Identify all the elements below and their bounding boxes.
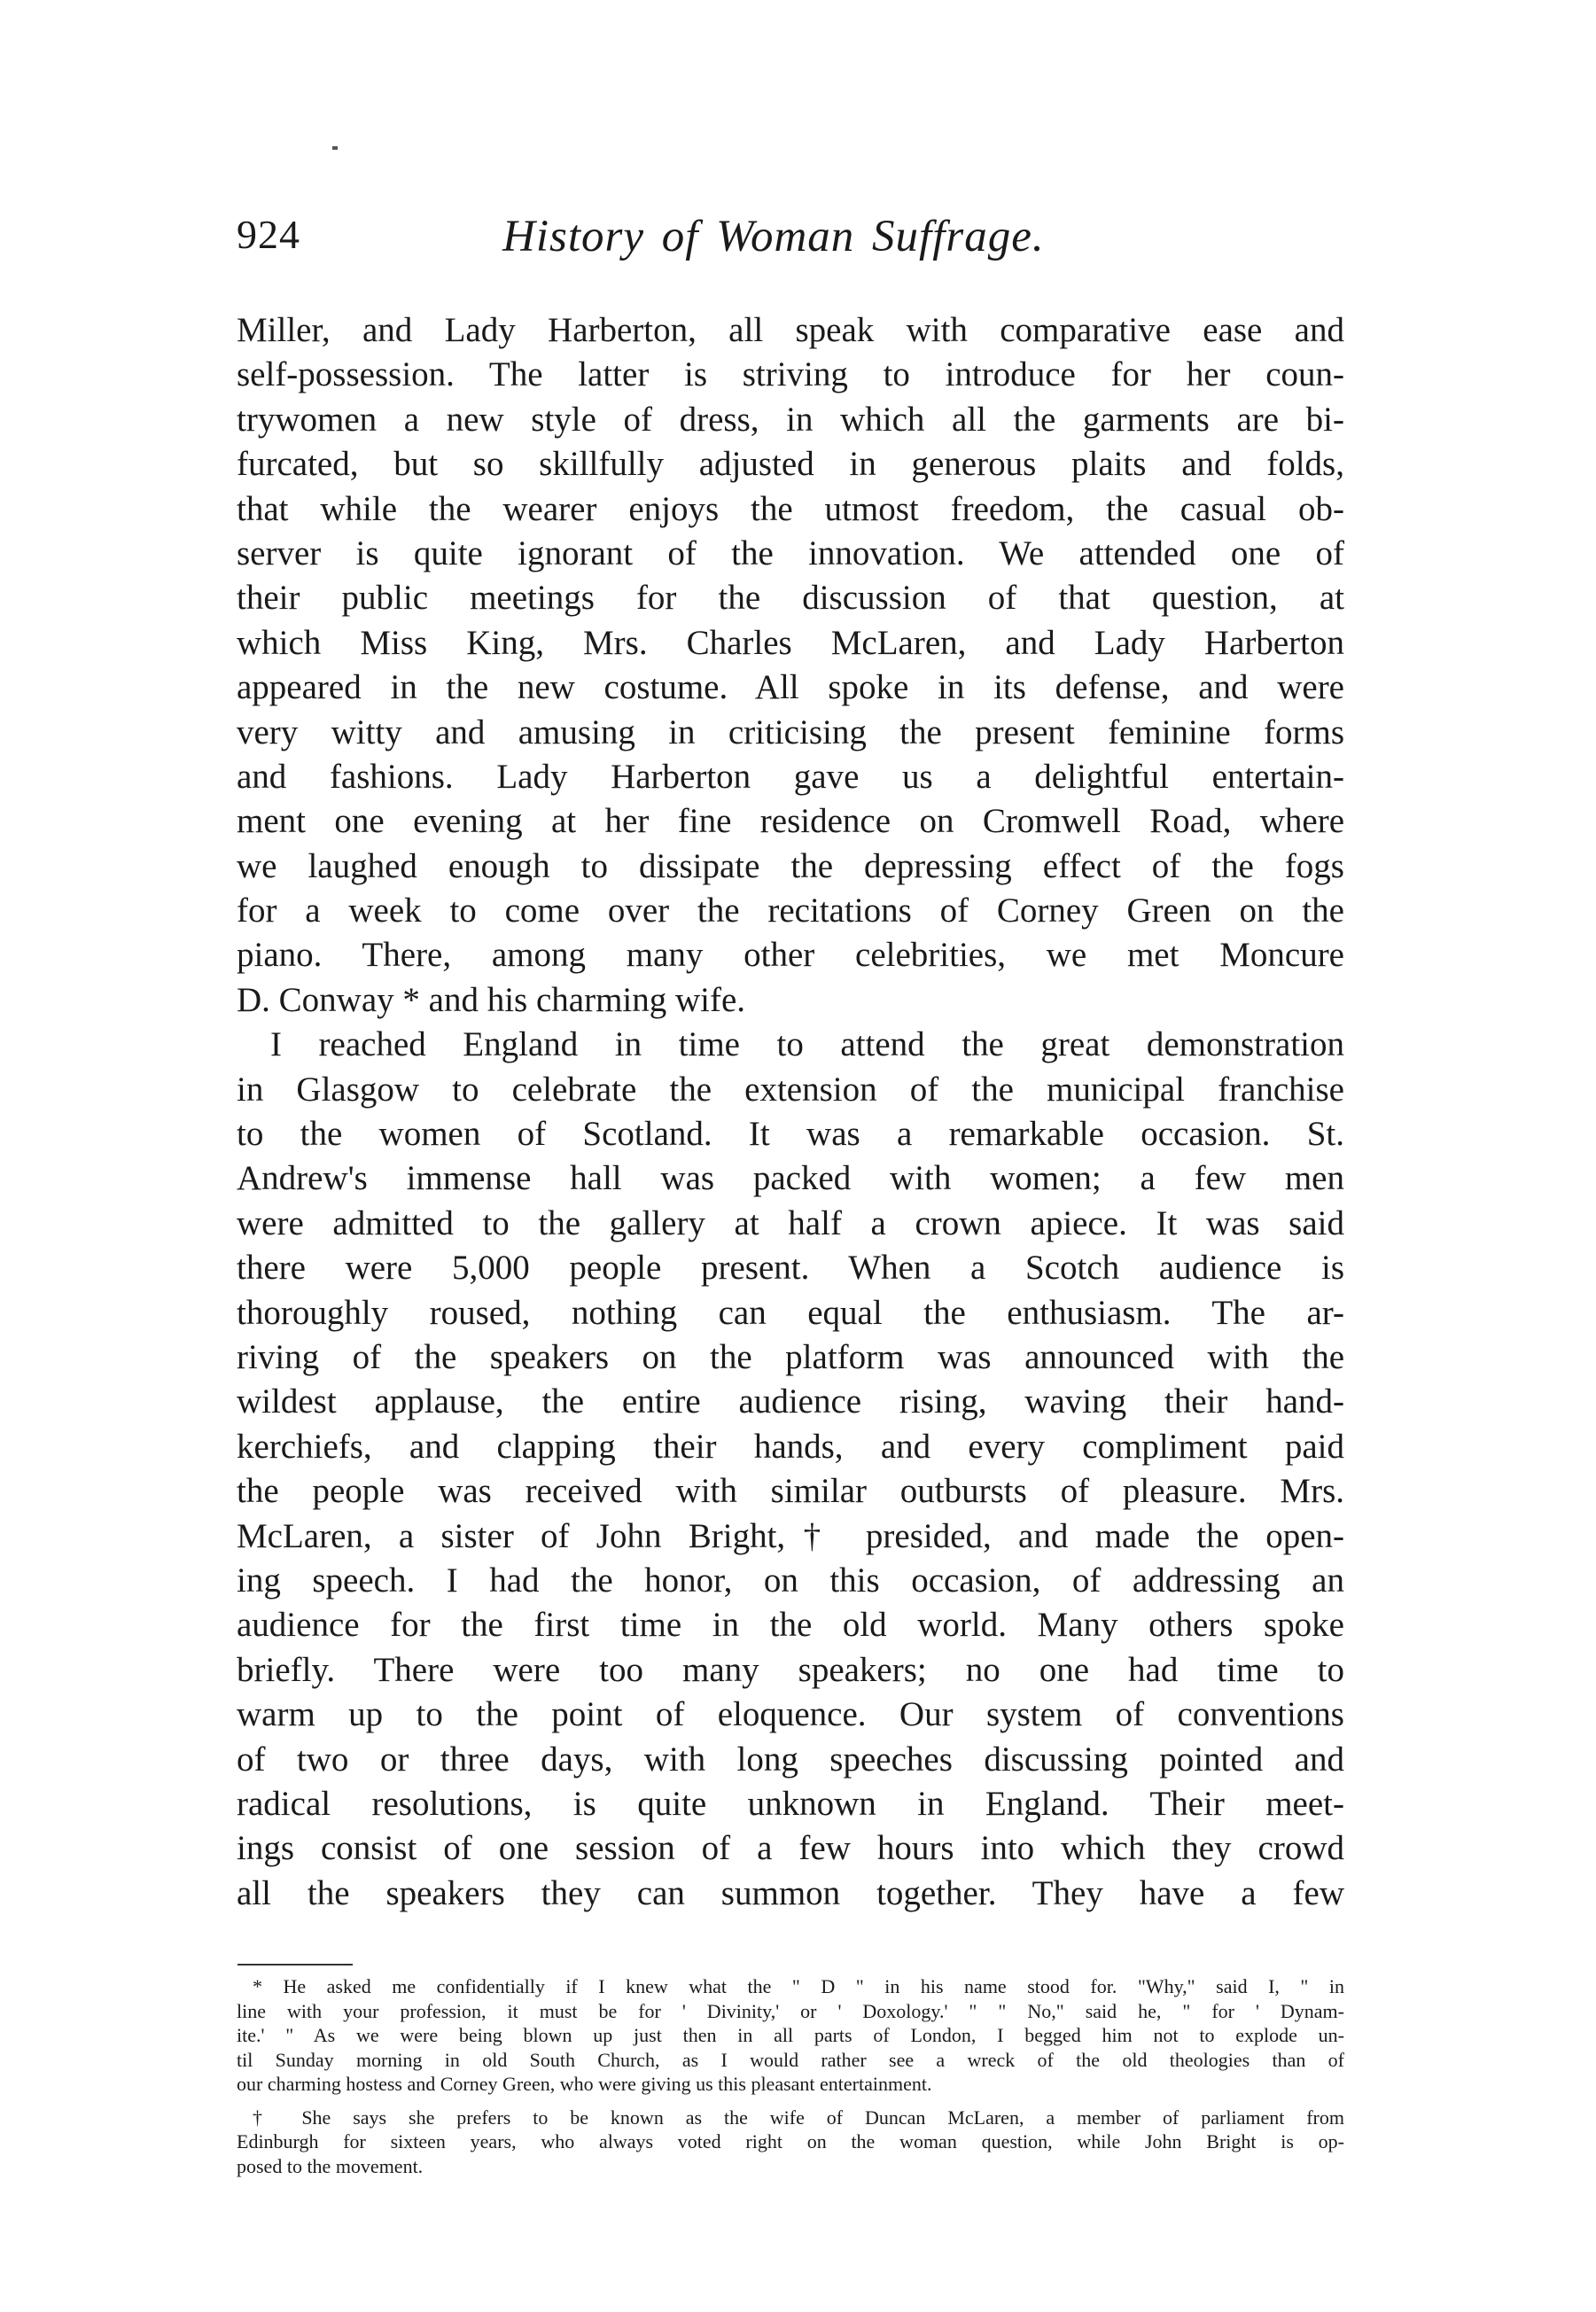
text-line: that while the wearer enjoys the utmost freedom, the casual ob- xyxy=(237,489,1344,528)
text-line: server is quite ignorant of the innovation. We attended one of xyxy=(237,533,1344,572)
body-text xyxy=(237,308,1344,1916)
text-line: ings consist of one session of a few hours into which they crowd xyxy=(237,1829,1344,1868)
text-line: Andrew's immense hall was packed with women; a few men xyxy=(237,1159,1344,1198)
text-line: ing speech. I had the honor, on this occasion, of addressing an xyxy=(237,1561,1344,1600)
footnote-line: † She says she prefers to be known as the wife of Duncan McLaren, a member of parliament from xyxy=(253,2106,1344,2129)
text-line: their public meetings for the discussion of that question, at xyxy=(237,579,1344,618)
footnote-line: posed to the movement. xyxy=(237,2154,424,2177)
footnote-line: til Sunday morning in old South Church, as I would rather see a wreck of the old theologies than of xyxy=(237,2048,1344,2071)
paragraph-start-line: I reached England in time to attend the great demonstration xyxy=(270,1025,1344,1064)
text-line: ment one evening at her fine residence on Cromwell Road, where xyxy=(237,802,1344,841)
text-line: piano. There, among many other celebrities, we met Moncure xyxy=(237,936,1344,975)
text-line: for a week to come over the recitations of Corney Green on the xyxy=(237,891,1344,930)
text-line: and fashions. Lady Harberton gave us a delightful entertain- xyxy=(237,757,1344,796)
text-line: were admitted to the gallery at half a crown apiece. It was said xyxy=(237,1203,1344,1242)
footnote-line: ite.' " As we were being blown up just then in all parts of London, I begged him not to explode un- xyxy=(237,2024,1344,2046)
text-line: trywomen a new style of dress, in which all the garments are bi- xyxy=(237,400,1344,439)
text-line: McLaren, a sister of John Bright,† presided, and made the open- xyxy=(237,1516,1344,1555)
text-line: very witty and amusing in criticising the present feminine forms xyxy=(237,712,1344,751)
text-line: there were 5,000 people present. When a Scotch audience is xyxy=(237,1249,1344,1288)
text-line: warm up to the point of eloquence. Our system of conventions xyxy=(237,1695,1344,1734)
text-line: self-possession. The latter is striving to introduce for her coun- xyxy=(237,355,1344,394)
text-line: audience for the first time in the old world. Many others spoke xyxy=(237,1606,1344,1645)
footnote-line: line with your profession, it must be for ' Divinity,' or ' Doxology.' " " No," said he, " for ' Dynam- xyxy=(237,1999,1344,2022)
text-line: the people was received with similar outbursts of pleasure. Mrs. xyxy=(237,1472,1344,1511)
text-line: we laughed enough to dissipate the depressing effect of the fogs xyxy=(237,846,1344,885)
text-line: to the women of Scotland. It was a remarkable occasion. St. xyxy=(237,1115,1344,1154)
printer-mark xyxy=(332,146,338,150)
running-head xyxy=(237,211,1353,282)
text-line: kerchiefs, and clapping their hands, and every compliment paid xyxy=(237,1427,1344,1466)
footnote-line: * He asked me confidentially if I knew what the " D " in his name stood for. "Why," said I, " in xyxy=(253,1975,1344,1997)
text-line: all the speakers they can summon together. They have a few xyxy=(237,1873,1344,1912)
text-line: which Miss King, Mrs. Charles McLaren, and Lady Harberton xyxy=(237,623,1344,662)
text-line: radical resolutions, is quite unknown in England. Their meet- xyxy=(237,1784,1344,1823)
footnote-line: our charming hostess and Corney Green, who were giving us this pleasant entertainment. xyxy=(237,2073,932,2095)
text-line: briefly. There were too many speakers; no one had time to xyxy=(237,1650,1344,1689)
book-title: History of Woman Suffrage. xyxy=(502,212,1045,261)
text-line: of two or three days, with long speeches discussing pointed and xyxy=(237,1740,1344,1779)
text-line: wildest applause, the entire audience rising, waving their hand- xyxy=(237,1382,1344,1421)
text-line: thoroughly roused, nothing can equal the enthusiasm. The ar- xyxy=(237,1293,1344,1332)
text-line: in Glasgow to celebrate the extension of the municipal franchise xyxy=(237,1070,1344,1109)
text-line: riving of the speakers on the platform was announced with the xyxy=(237,1337,1344,1376)
footnote-gap xyxy=(237,2097,1344,2106)
text-line: furcated, but so skillfully adjusted in generous plaits and folds, xyxy=(237,445,1344,484)
page-number: 924 xyxy=(237,212,300,257)
footnote-line: Edinburgh for sixteen years, who always voted right on the woman question, while John Bright is op- xyxy=(237,2130,1344,2152)
footnotes xyxy=(237,1974,1344,2178)
footnote-rule xyxy=(237,1964,353,1966)
text-line: Miller, and Lady Harberton, all speak with comparative ease and xyxy=(237,311,1344,349)
paragraph-end-line: D. Conway * and his charming wife. xyxy=(237,980,746,1019)
text-line: appeared in the new costume. All spoke in its defense, and were xyxy=(237,668,1344,707)
